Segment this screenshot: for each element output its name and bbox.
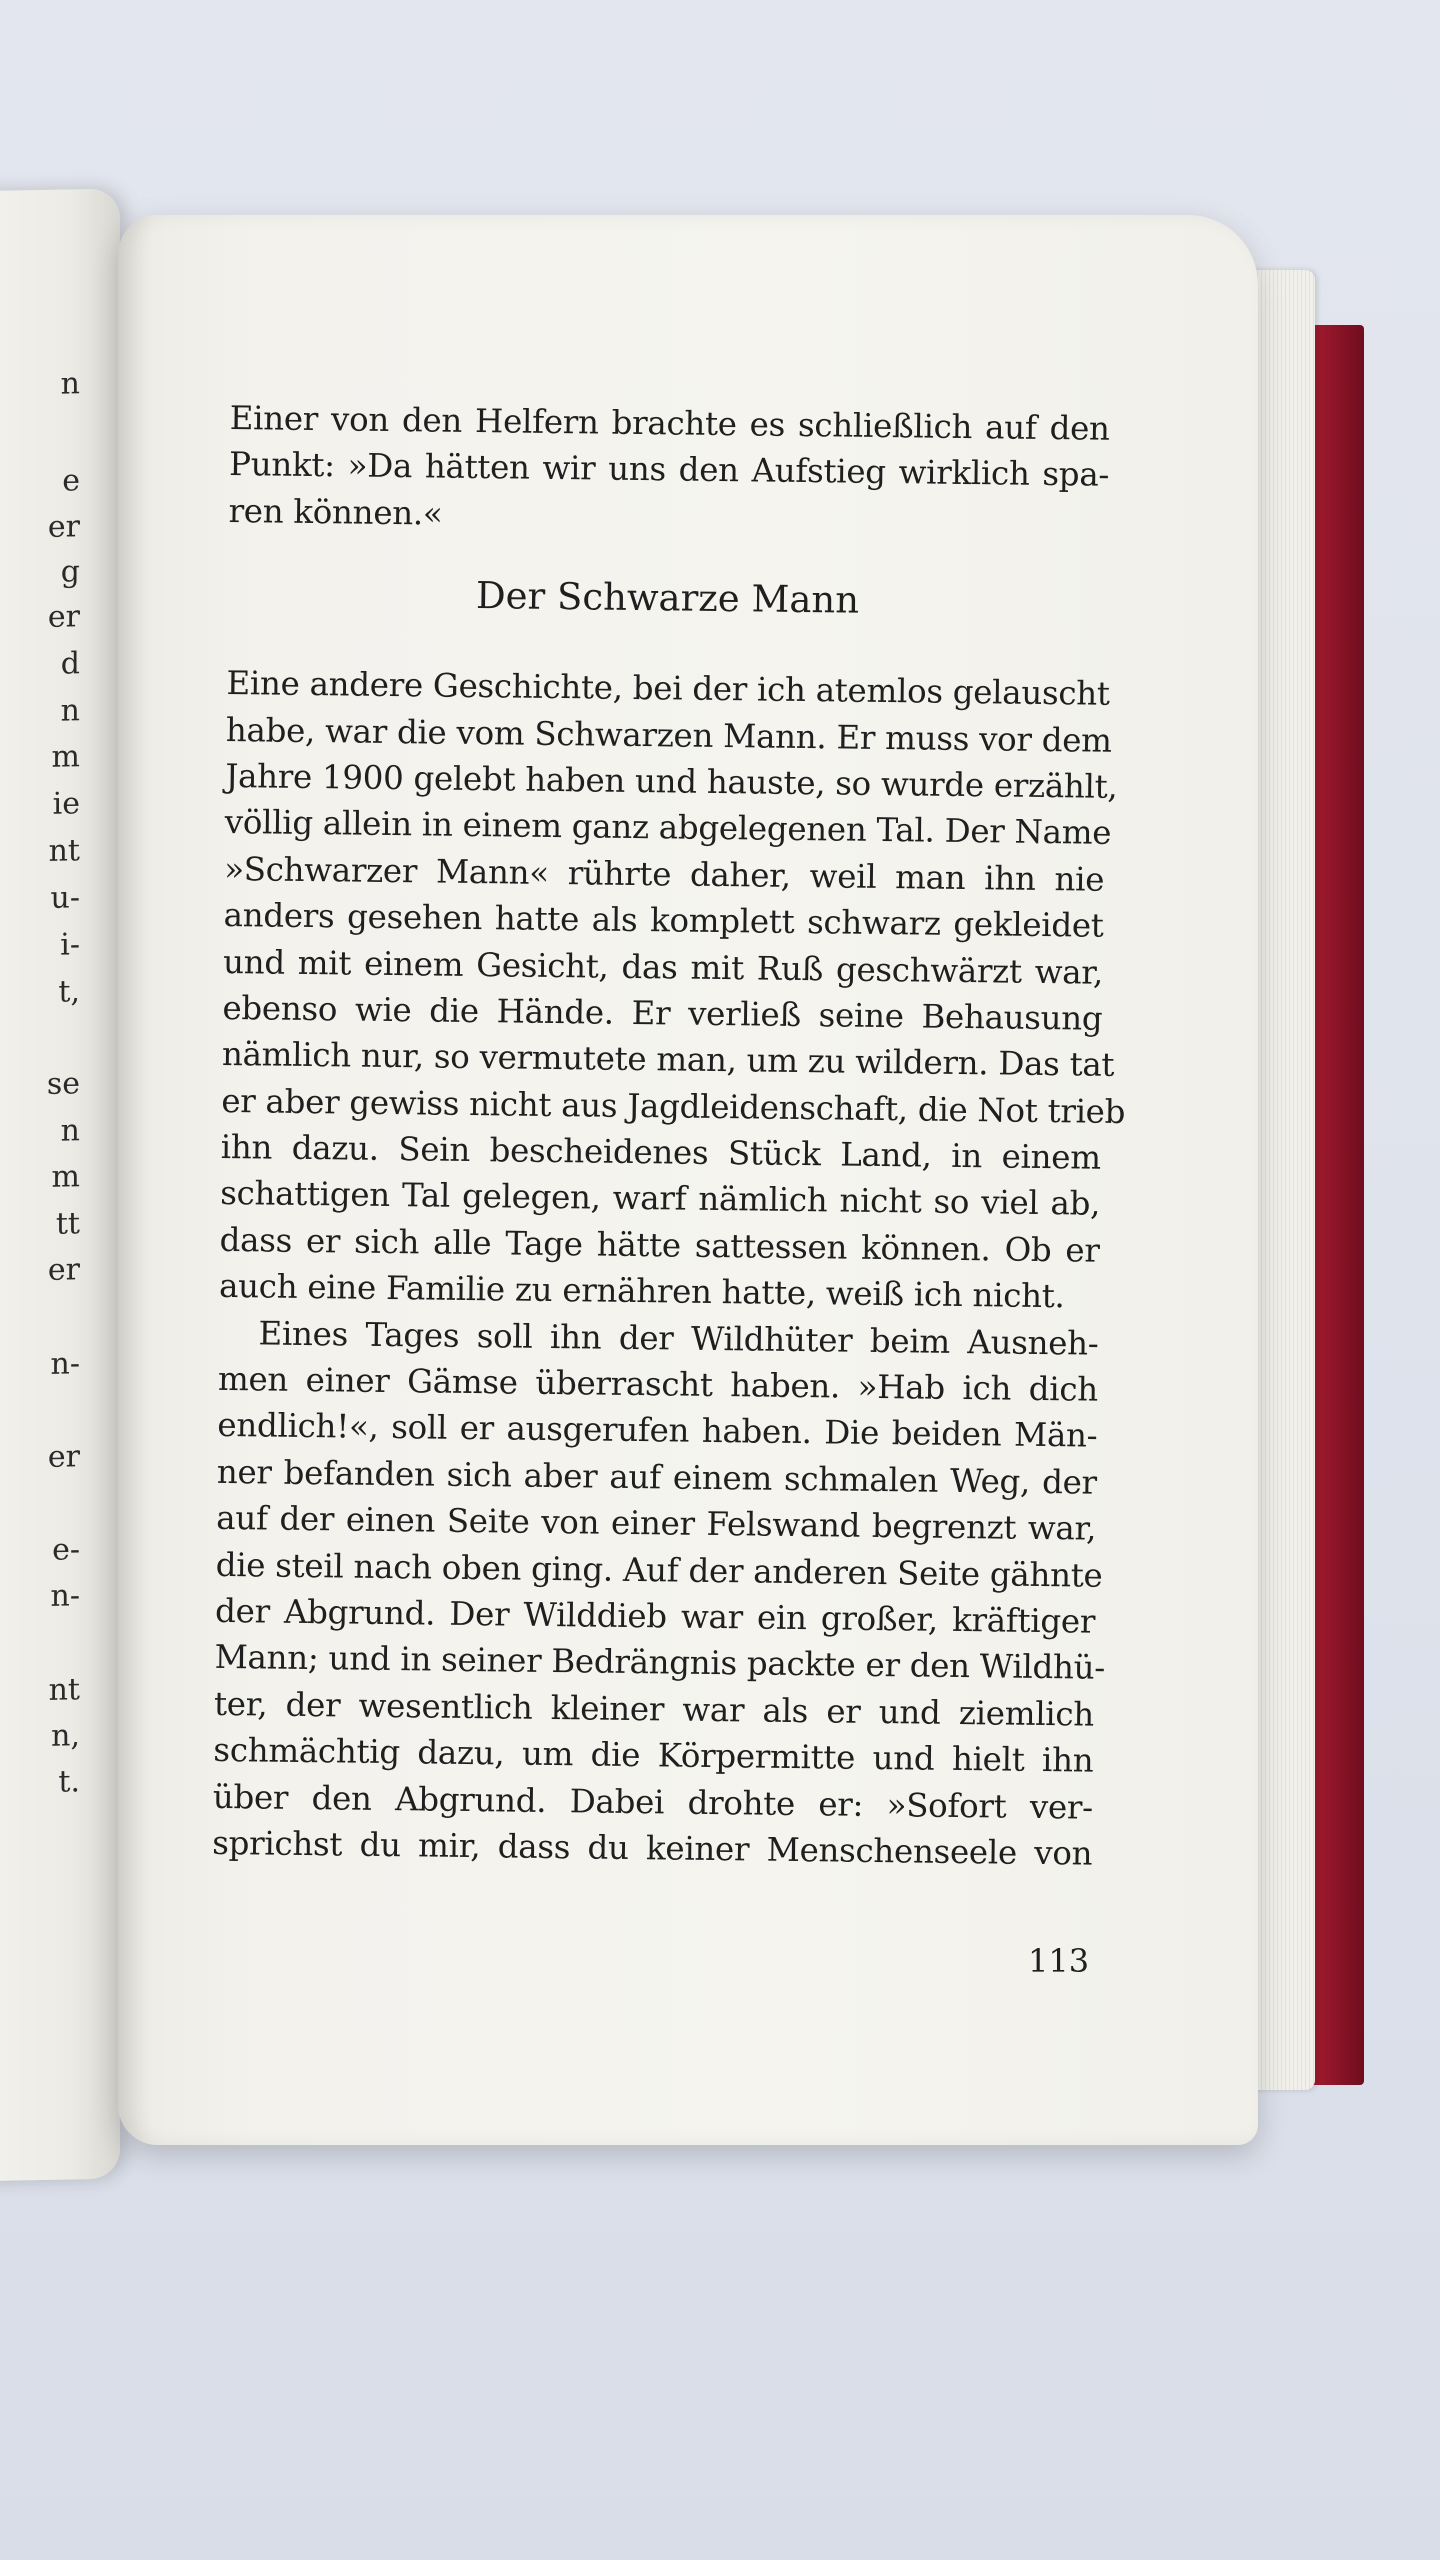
left-fragment: t.	[58, 1764, 80, 1800]
text-line: Einer von den Helfern brachte es schließlich auf den	[229, 398, 1110, 448]
text-line: Eine andere Geschichte, bei der ich atemlos gelauscht	[226, 664, 1110, 713]
left-fragment: e	[62, 463, 80, 499]
left-fragment: m	[51, 1159, 80, 1195]
text-line: der Abgrund. Der Wilddieb war ein großer, kräftiger	[214, 1591, 1096, 1641]
left-fragment: ie	[52, 786, 80, 822]
left-fragment: se	[46, 1066, 80, 1102]
left-fragment: e-	[52, 1532, 80, 1568]
paragraph-1	[218, 660, 1126, 1320]
paragraph-2	[212, 1310, 1106, 1877]
left-fragment: er	[47, 1252, 80, 1288]
text-line: auf der einen Seite von einer Felswand begrenzt war,	[216, 1499, 1097, 1548]
text-line: völlig allein in einem ganz abgelegenen Tal. Der Name	[224, 803, 1112, 853]
text-line: über den Abgrund. Dabei drohte er: »Sofort ver-	[212, 1777, 1094, 1827]
left-fragment: er	[47, 509, 80, 545]
text-line: Eines Tages soll ihn der Wildhüter beim Ausneh-	[258, 1314, 1099, 1363]
text-line: sprichst du mir, dass du keiner Menschenseele von	[212, 1823, 1093, 1873]
text-line: Mann; und in seiner Bedrängnis packte er den Wildhü-	[214, 1638, 1106, 1688]
text-line: dass er sich alle Tage hätte sattessen können. Ob er	[219, 1220, 1100, 1270]
text-line: anders gesehen hatte als komplett schwarz gekleidet	[223, 896, 1104, 945]
left-page-text-fragments	[0, 366, 80, 1800]
left-fragment: n,	[51, 1718, 80, 1754]
left-fragment: n-	[50, 1578, 80, 1614]
text-line: endlich!«, soll er ausgerufen haben. Die beiden Män-	[217, 1406, 1098, 1456]
text-line: auch eine Familie zu ernähren hatte, weiß ich nicht.	[218, 1267, 1065, 1316]
text-line: Jahre 1900 gelebt haben und hauste, so wurde erzählt,	[225, 756, 1118, 806]
left-fragment: er	[47, 599, 80, 635]
text-line: ter, der wesentlich kleiner war als er und ziemlich	[213, 1684, 1095, 1734]
left-fragment: i-	[60, 927, 80, 963]
text-line: nämlich nur, so vermutete man, um zu wildern. Das tat	[221, 1035, 1115, 1085]
left-fragment: n	[60, 366, 80, 402]
page-number: 113	[1028, 1942, 1090, 1980]
left-fragment: tt	[55, 1206, 80, 1242]
text-line: ner befanden sich aber auf einem schmalen Weg, der	[216, 1452, 1098, 1502]
opening-paragraph	[228, 395, 1110, 545]
left-fragment: g	[60, 554, 80, 590]
text-line: habe, war die vom Schwarzen Mann. Er muss vor dem	[225, 710, 1112, 760]
text-line: ren können.«	[228, 491, 443, 533]
text-line: schattigen Tal gelegen, warf nämlich nicht so viel ab,	[220, 1174, 1101, 1224]
text-line: »Schwarzer Mann« rührte daher, weil man ihn nie	[223, 849, 1105, 899]
text-line: schmächtig dazu, um die Körpermitte und hielt ihn	[213, 1731, 1094, 1780]
left-fragment: d	[60, 646, 80, 682]
left-fragment: t,	[58, 974, 80, 1010]
left-fragment: nt	[48, 833, 80, 869]
left-fragment: nt	[48, 1672, 80, 1708]
left-fragment: n	[60, 1113, 80, 1149]
left-fragment: er	[47, 1439, 80, 1475]
text-line: die steil nach oben ging. Auf der anderen Seite gähnte	[215, 1545, 1103, 1595]
page-text	[212, 395, 1126, 1877]
left-page	[0, 189, 120, 2182]
left-fragment: m	[51, 739, 80, 775]
text-line: und mit einem Gesicht, das mit Ruß geschwärzt war,	[222, 942, 1104, 992]
section-title: Der Schwarze Mann	[475, 574, 860, 622]
text-line: er aber gewiss nicht aus Jagdleidenschaft, die Not trieb	[221, 1081, 1126, 1131]
left-fragment: n	[60, 693, 80, 729]
text-line: men einer Gämse überrascht haben. »Hab ich dich	[217, 1359, 1099, 1409]
text-line: Punkt: »Da hätten wir uns den Aufstieg wirklich spa-	[228, 445, 1110, 495]
text-line: ihn dazu. Sein bescheidenes Stück Land, in einem	[220, 1128, 1101, 1177]
left-fragment: n-	[50, 1346, 80, 1382]
left-fragment: u-	[50, 880, 80, 916]
text-line: ebenso wie die Hände. Er verließ seine Behausung	[222, 988, 1103, 1038]
